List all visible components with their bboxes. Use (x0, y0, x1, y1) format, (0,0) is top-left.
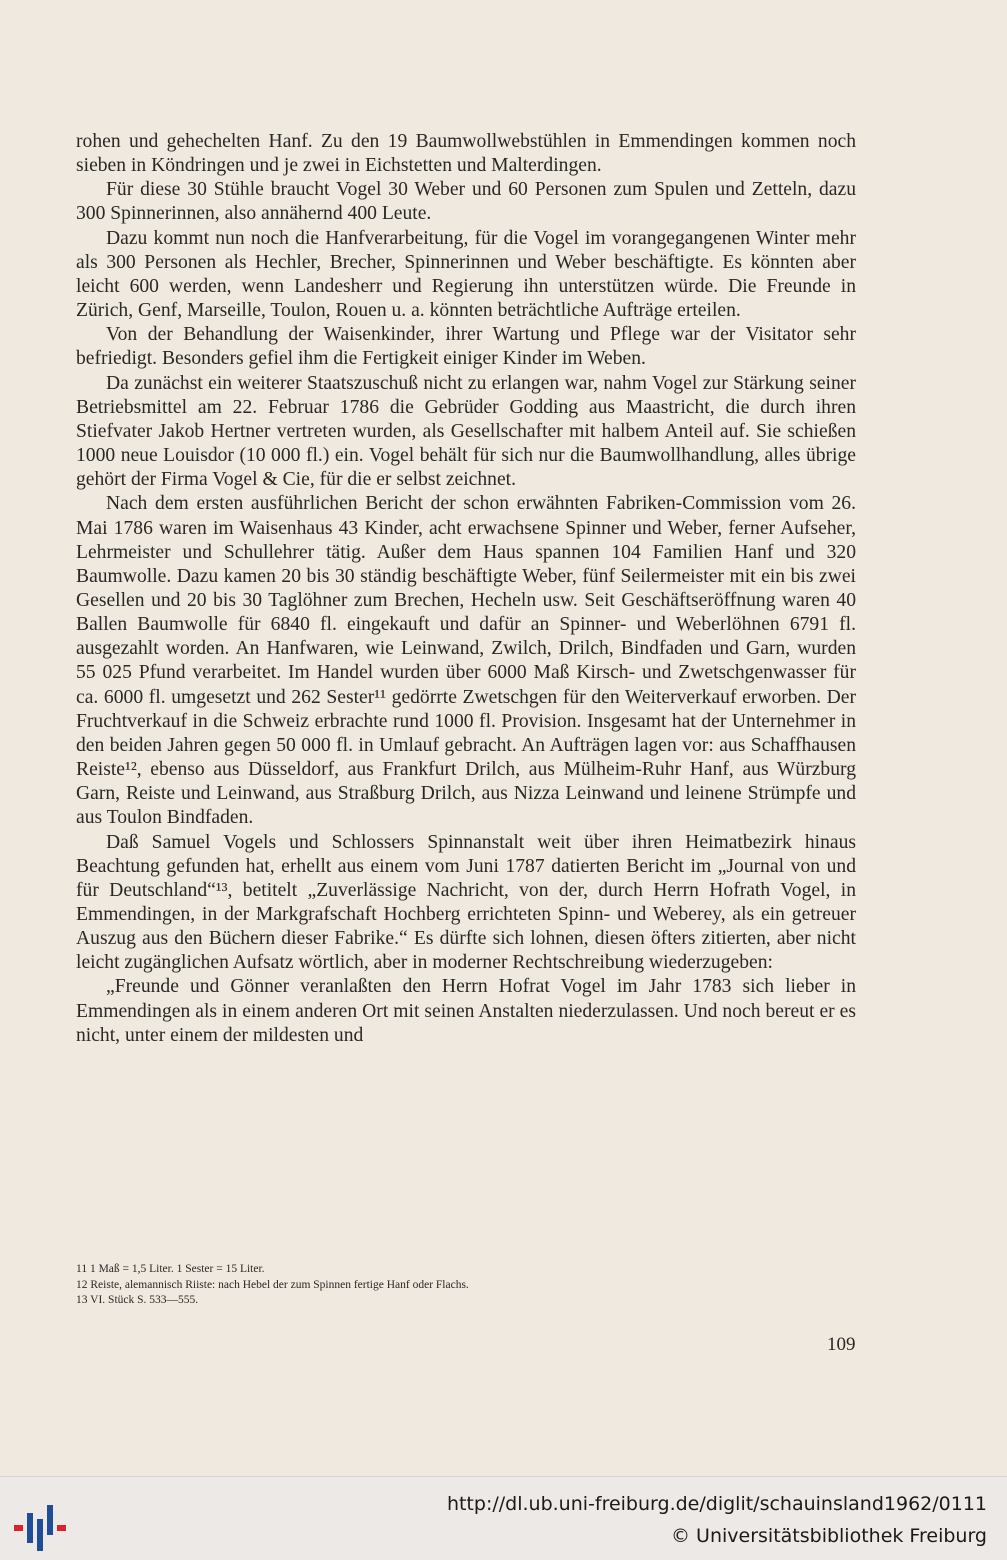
ub-freiburg-logo-icon[interactable] (14, 1505, 66, 1551)
copyright-text: © Universitätsbibliothek Freiburg (671, 1525, 987, 1547)
footnote-12: 12 Reiste, alemannisch Riiste: nach Hebel der zum Spinnen fertige Hanf oder Flachs. (76, 1278, 469, 1291)
page-number: 109 (827, 1334, 856, 1355)
footnotes (76, 1262, 856, 1309)
paragraph: Da zunächst ein weiterer Staatszuschuß nicht zu erlangen war, nahm Vogel zur Stärkung seiner Betriebsmittel am 22. Februar 1786 die Gebrüder Godding aus Maastricht, die durch ihren Stiefvater Jakob Hertner vertreten wurden, als Gesellschafter mit halbem Anteil auf. Sie schießen 1000 neue Louisdor (10 000 fl.) ein. Vogel behält für sich nur die Baumwollhandlung, alles übrige gehört der Firma Vogel & Cie, für die er selbst zeichnet. (76, 372, 856, 491)
paragraph: Für diese 30 Stühle braucht Vogel 30 Weber und 60 Personen zum Spulen und Zetteln, dazu 300 Spinnerinnen, also annähernd 400 Leute. (76, 179, 856, 225)
paragraph: „Freunde und Gönner veranlaßten den Herrn Hofrat Vogel im Jahr 1783 sich lieber in Emmendingen als in einem anderen Ort mit seinen Anstalten niederzulassen. Und noch bereut er es nicht, unter einem der mildesten und (76, 976, 856, 1046)
paragraph: Dazu kommt nun noch die Hanfverarbeitung, für die Vogel im vorangegangenen Winter mehr als 300 Personen als Hechler, Brecher, Spinnerinnen und Weber beschäftigte. Es könnten aber leicht 600 werden, wenn Landesherr und Regierung ihn unterstützen würde. Die Freunde in Zürich, Genf, Marseille, Toulon, Rouen u. a. könnten beträchtliche Aufträge erteilen. (76, 227, 856, 322)
body-text (76, 130, 856, 1048)
paragraph: rohen und gehechelten Hanf. Zu den 19 Baumwollwebstühlen in Emmendingen kommen noch sieben in Köndringen und je zwei in Eichstetten und Malterdingen. (76, 131, 856, 177)
paragraph: Nach dem ersten ausführlichen Bericht der schon erwähnten Fabriken-Commission vom 26. Mai 1786 waren im Waisenhaus 43 Kinder, acht erwachsene Spinner und Weber, ferner Aufseher, Lehrmeister und Schullehrer tätig. Außer dem Haus spannen 104 Familien Hanf und 320 Baumwolle. Dazu kamen 20 bis 30 ständig beschäftigte Weber, fünf Seilermeister mit ein bis zwei Gesellen und 20 bis 30 Taglöhner zum Brechen, Hecheln usw. Seit Geschäftseröffnung waren 40 Ballen Baumwolle für 6840 fl. eingekauft und dafür an Spinner- und Weberlöhnen 6791 fl. ausgezahlt worden. An Hanfwaren, wie Leinwand, Zwilch, Drilch, Bindfaden und Garn, wurden 55 025 Pfund verarbeitet. Im Handel wurden über 6000 Maß Kirsch- und Zwetschgenwasser für ca. 6000 fl. umgesetzt und 262 Sester¹¹ gedörrte Zwetschgen für den Weiterverkauf erworben. Der Fruchtverkauf in die Schweiz erbrachte rund 1000 fl. Provision. Insgesamt hat der Unternehmer in den beiden Jahren gegen 50 000 fl. in Umlauf gebracht. An Aufträgen lagen vor: aus Schaffhausen Reiste¹², ebenso aus Düsseldorf, aus Frankfurt Drilch, aus Mülheim-Ruhr Hanf, aus Würzburg Garn, Reiste und Leinwand, aus Straßburg Drilch, aus Nizza Leinwand und leinene Strümpfe und aus Toulon Bindfaden. (76, 493, 856, 829)
footnote-11: 11 1 Maß = 1,5 Liter. 1 Sester = 15 Liter. (76, 1263, 265, 1275)
footer-bar (0, 1476, 1007, 1560)
footnote-13: 13 VI. Stück S. 533—555. (76, 1294, 199, 1307)
source-url-link[interactable]: http://dl.ub.uni-freiburg.de/diglit/schauinsland1962/0111 (446, 1493, 987, 1515)
paragraph: Von der Behandlung der Waisenkinder, ihrer Wartung und Pflege war der Visitator sehr befriedigt. Besonders gefiel ihm die Fertigkeit einiger Kinder im Weben. (76, 324, 856, 370)
paragraph: Daß Samuel Vogels und Schlossers Spinnanstalt weit über ihren Heimatbezirk hinaus Beachtung gefunden hat, erhellt aus einem vom Juni 1787 datierten Bericht im „Journal von und für Deutschland“¹³, betitelt „Zuverlässige Nachricht, von der, durch Herrn Hofrath Vogel, in Emmendingen, in der Markgrafschaft Hochberg errichteten Spinn- und Weberey, als ein getreuer Auszug aus den Büchern dieser Fabrike.“ Es dürfte sich lohnen, diesen öfters zitierten, aber nicht leicht zugänglichen Aufsatz wörtlich, aber in moderner Rechtschreibung wiederzugeben: (76, 831, 856, 974)
